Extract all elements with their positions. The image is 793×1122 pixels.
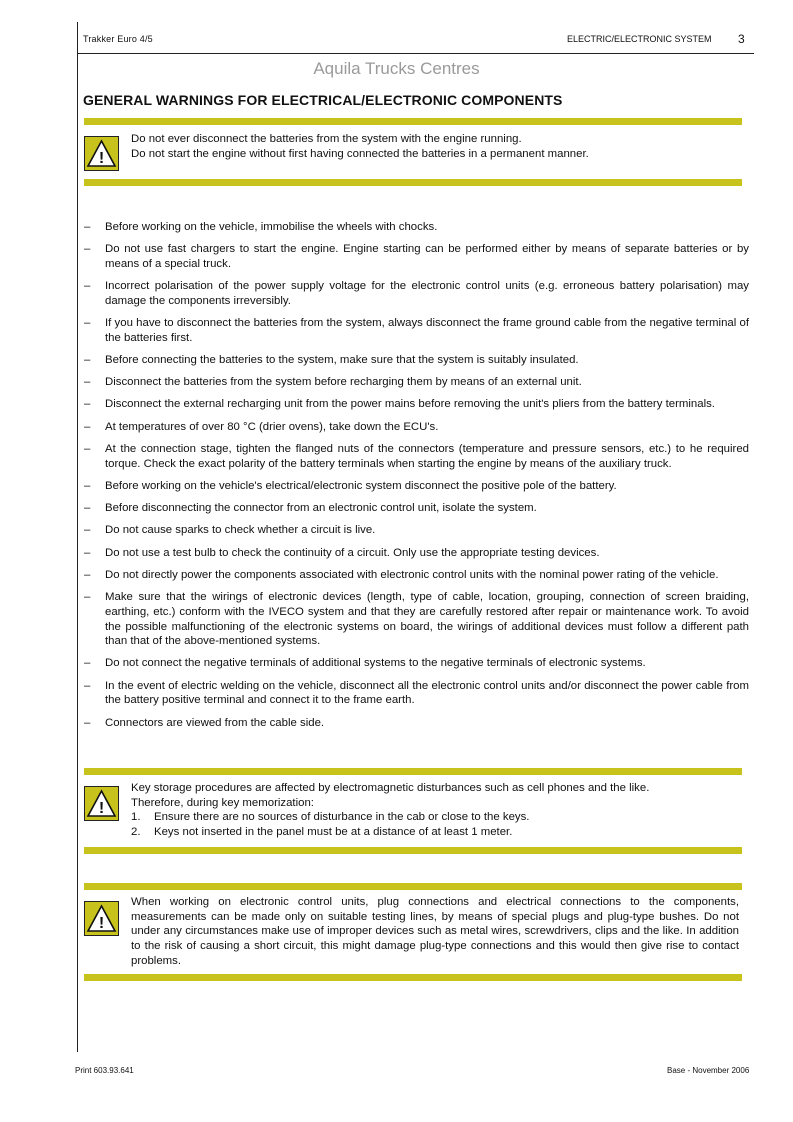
numbered-item: 1. Ensure there are no sources of disturbance in the cab or close to the keys. (131, 811, 530, 824)
warning-bar-bottom (84, 179, 742, 186)
warning-bar-bottom (84, 974, 742, 981)
list-item: – Do not use a test bulb to check the continuity of a circuit. Only use the appropriate testing devices. (84, 546, 600, 559)
header-rule (77, 53, 754, 54)
svg-text:!: ! (98, 150, 105, 167)
warning-triangle-icon (84, 901, 119, 936)
footer-edition: Base - November 2006 (667, 1066, 750, 1075)
list-item: – At the connection stage, tighten the flanged nuts of the connectors (temperature and pressure sensors, etc.) to he required torque. Check the exact polarity of the battery terminals when starting the engine by means of the auxiliary truck. (84, 443, 749, 470)
list-item: – Before working on the vehicle, immobilise the wheels with chocks. (84, 221, 438, 233)
warning-triangle-icon (84, 786, 119, 821)
warning-bar-top (84, 883, 742, 890)
warning-list (84, 220, 749, 738)
list-item: – If you have to disconnect the batteries from the system, always disconnect the frame ground cable from the negative terminal of the batteries first. (84, 317, 749, 344)
running-header-section: ELECTRIC/ELECTRONIC SYSTEM (567, 34, 712, 44)
warning-triangle-icon (84, 136, 119, 171)
warning-line: Key storage procedures are affected by electromagnetic disturbances such as cell phones and the like. (131, 782, 650, 794)
left-margin-rule (77, 22, 78, 1052)
list-item: – At temperatures of over 80 °C (drier ovens), take down the ECU's. (84, 420, 439, 433)
warning-line: Therefore, during key memorization: (131, 796, 314, 809)
page-title: GENERAL WARNINGS FOR ELECTRICAL/ELECTRONIC COMPONENTS (83, 92, 563, 108)
warning-bar-top (84, 768, 742, 775)
svg-text:!: ! (98, 915, 105, 932)
watermark: Aquila Trucks Centres (313, 59, 480, 78)
list-item: – Do not use fast chargers to start the engine. Engine starting can be performed either by means of separate batteries or by means of a special truck. (84, 243, 749, 270)
list-item: – Disconnect the batteries from the system before recharging them by means of an external unit. (84, 376, 582, 389)
warning-bar-top (84, 118, 742, 125)
list-item: – In the event of electric welding on the vehicle, disconnect all the electronic control units and/or disconnect the power cable from the battery positive terminal and connect it to the frame earth. (84, 679, 749, 707)
footer-print-code: Print 603.93.641 (75, 1066, 134, 1075)
running-header-title: Trakker Euro 4/5 (83, 34, 153, 44)
page-number: 3 (738, 32, 745, 46)
list-item: – Incorrect polarisation of the power supply voltage for the electronic control units (e.g. erroneous battery polarisation) may damage the components irreversibly. (84, 280, 749, 307)
list-item: – Before disconnecting the connector from an electronic control unit, isolate the system. (84, 502, 537, 515)
svg-text:!: ! (98, 800, 105, 817)
warning-text-plugs (131, 895, 739, 969)
warning-text-engine (131, 132, 743, 161)
list-item: – Make sure that the wirings of electronic devices (length, type of cable, location, grouping, connection of screen braiding, earthing, etc.) conform with the IVECO system and that they are carefully restored after repair or maintenance work. To avoid the possible malfunctioning of the electronic systems on board, the wirings of additional devices must follow a different path than that of the above-mentioned systems. (84, 591, 749, 648)
list-item: – Do not connect the negative terminals of additional systems to the negative terminals of electronic systems. (84, 657, 646, 670)
warning-text-keys (131, 781, 743, 840)
list-item: – Do not directly power the components associated with electronic control units with the nominal power rating of the vehicle. (84, 569, 719, 582)
numbered-item: 2. Keys not inserted in the panel must be at a distance of at least 1 meter. (131, 826, 513, 839)
warning-line: Do not start the engine without first having connected the batteries in a permanent manner. (131, 147, 589, 160)
warning-bar-bottom (84, 847, 742, 854)
list-item: – Disconnect the external recharging unit from the power mains before removing the unit's pliers from the battery terminals. (84, 398, 715, 411)
list-item: – Connectors are viewed from the cable side. (84, 716, 325, 729)
list-item: – Before working on the vehicle's electrical/electronic system disconnect the positive pole of the battery. (84, 479, 617, 492)
warning-line: Do not ever disconnect the batteries from the system with the engine running. (131, 133, 522, 145)
warning-line: When working on electronic control units, plug connections and electrical connections to the components, measurements can be made only on suitable testing lines, by means of special plugs and plug-type bushes. Do not under any circumstances make use of improper devices such as metal wires, screwdrivers, clips and the like. In addition to the risk of causing a short circuit, this might damage plug-type connections and this would then give rise to contact problems. (131, 896, 739, 967)
list-item: – Before connecting the batteries to the system, make sure that the system is suitably insulated. (84, 353, 579, 366)
list-item: – Do not cause sparks to check whether a circuit is live. (84, 524, 376, 537)
